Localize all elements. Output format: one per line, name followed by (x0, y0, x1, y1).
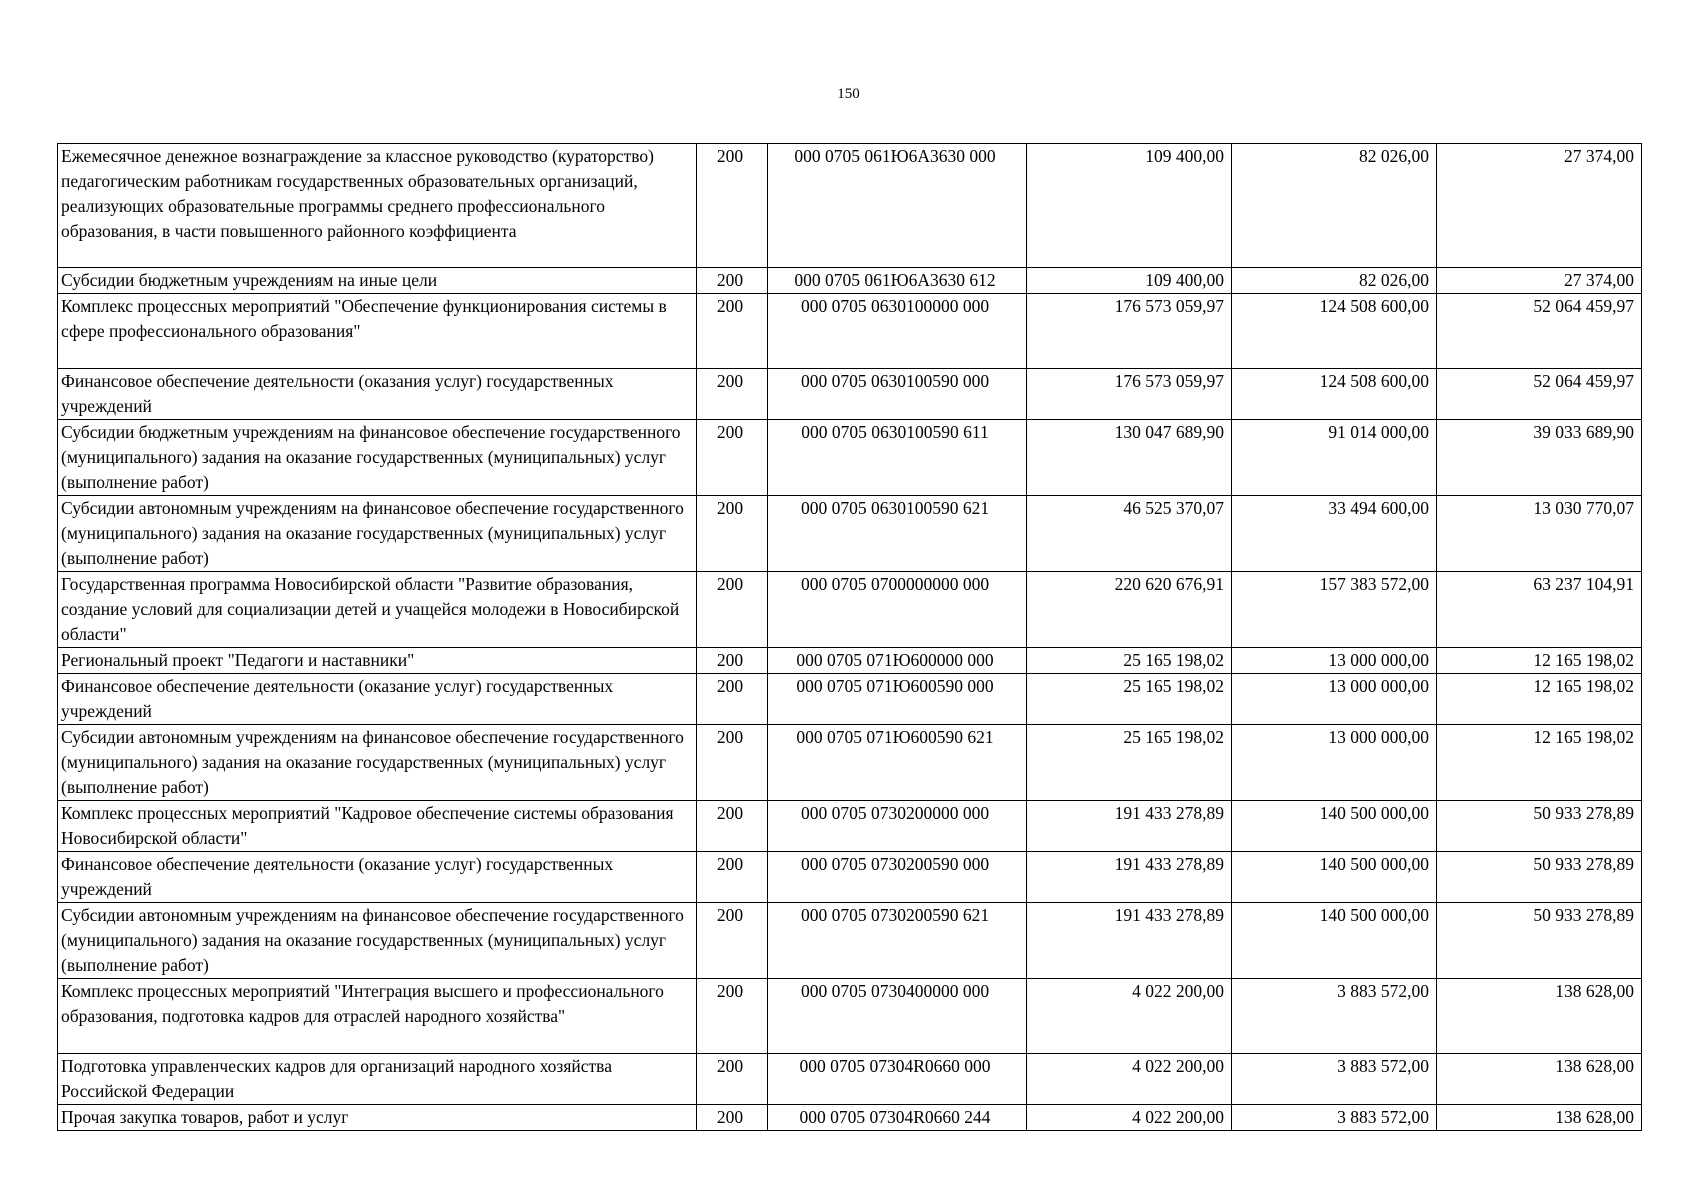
row-name-cell: Государственная программа Новосибирской области "Развитие образования, создание условий для социализации детей и учащейся молодежи в Новосибирской области" (58, 572, 697, 648)
row-budget-code-cell: 000 0705 0630100590 611 (768, 420, 1027, 496)
row-executed-cell: 13 000 000,00 (1232, 674, 1437, 725)
table-row (58, 369, 1642, 420)
row-executed-cell: 3 883 572,00 (1232, 1105, 1437, 1131)
row-remaining-cell: 50 933 278,89 (1437, 903, 1642, 979)
row-remaining-cell: 27 374,00 (1437, 144, 1642, 268)
row-name-cell: Региональный проект "Педагоги и наставники" (58, 648, 697, 674)
row-remaining-cell: 52 064 459,97 (1437, 369, 1642, 420)
row-remaining-cell: 12 165 198,02 (1437, 725, 1642, 801)
row-approved-cell: 4 022 200,00 (1027, 979, 1232, 1054)
row-admin-code-cell: 200 (697, 369, 768, 420)
table-row (58, 1054, 1642, 1105)
row-approved-cell: 176 573 059,97 (1027, 369, 1232, 420)
row-budget-code-cell: 000 0705 0700000000 000 (768, 572, 1027, 648)
row-executed-cell: 3 883 572,00 (1232, 979, 1437, 1054)
row-remaining-cell: 12 165 198,02 (1437, 674, 1642, 725)
row-remaining-cell: 27 374,00 (1437, 268, 1642, 294)
row-name-cell: Ежемесячное денежное вознаграждение за классное руководство (кураторство) педагогическим работникам государственных образовательных организаций, реализующих образовательные программы среднего профессионального образования, в части повышенного районного коэффициента (58, 144, 697, 268)
row-admin-code-cell: 200 (697, 1105, 768, 1131)
row-budget-code-cell: 000 0705 07304R0660 000 (768, 1054, 1027, 1105)
row-remaining-cell: 39 033 689,90 (1437, 420, 1642, 496)
row-name-cell: Финансовое обеспечение деятельности (оказание услуг) государственных учреждений (58, 674, 697, 725)
row-budget-code-cell: 000 0705 0630100590 621 (768, 496, 1027, 572)
row-executed-cell: 82 026,00 (1232, 268, 1437, 294)
row-name-cell: Субсидии автономным учреждениям на финансовое обеспечение государственного (муниципального) задания на оказание государственных (муниципальных) услуг (выполнение работ) (58, 496, 697, 572)
row-approved-cell: 46 525 370,07 (1027, 496, 1232, 572)
table-row (58, 144, 1642, 268)
row-budget-code-cell: 000 0705 061Ю6А3630 612 (768, 268, 1027, 294)
row-budget-code-cell: 000 0705 071Ю600590 621 (768, 725, 1027, 801)
row-budget-code-cell: 000 0705 07304R0660 244 (768, 1105, 1027, 1131)
row-name-cell: Финансовое обеспечение деятельности (оказание услуг) государственных учреждений (58, 852, 697, 903)
row-remaining-cell: 138 628,00 (1437, 1054, 1642, 1105)
row-remaining-cell: 50 933 278,89 (1437, 852, 1642, 903)
row-approved-cell: 191 433 278,89 (1027, 852, 1232, 903)
row-admin-code-cell: 200 (697, 420, 768, 496)
row-approved-cell: 25 165 198,02 (1027, 648, 1232, 674)
row-admin-code-cell: 200 (697, 725, 768, 801)
row-budget-code-cell: 000 0705 0730200000 000 (768, 801, 1027, 852)
table-row (58, 1105, 1642, 1131)
row-budget-code-cell: 000 0705 0730200590 000 (768, 852, 1027, 903)
row-approved-cell: 220 620 676,91 (1027, 572, 1232, 648)
row-admin-code-cell: 200 (697, 903, 768, 979)
table-row (58, 496, 1642, 572)
row-executed-cell: 13 000 000,00 (1232, 725, 1437, 801)
row-remaining-cell: 13 030 770,07 (1437, 496, 1642, 572)
row-name-cell: Субсидии автономным учреждениям на финансовое обеспечение государственного (муниципального) задания на оказание государственных (муниципальных) услуг (выполнение работ) (58, 903, 697, 979)
row-approved-cell: 191 433 278,89 (1027, 801, 1232, 852)
row-executed-cell: 140 500 000,00 (1232, 852, 1437, 903)
row-admin-code-cell: 200 (697, 801, 768, 852)
row-approved-cell: 109 400,00 (1027, 144, 1232, 268)
row-remaining-cell: 138 628,00 (1437, 1105, 1642, 1131)
row-executed-cell: 140 500 000,00 (1232, 903, 1437, 979)
row-approved-cell: 4 022 200,00 (1027, 1105, 1232, 1131)
row-executed-cell: 33 494 600,00 (1232, 496, 1437, 572)
row-budget-code-cell: 000 0705 061Ю6А3630 000 (768, 144, 1027, 268)
table-row (58, 648, 1642, 674)
row-name-cell: Комплекс процессных мероприятий "Интеграция высшего и профессионального образования, подготовка кадров для отраслей народного хозяйства" (58, 979, 697, 1054)
row-approved-cell: 176 573 059,97 (1027, 294, 1232, 369)
page-number: 150 (837, 86, 860, 102)
row-budget-code-cell: 000 0705 0730200590 621 (768, 903, 1027, 979)
row-budget-code-cell: 000 0705 0730400000 000 (768, 979, 1027, 1054)
row-name-cell: Финансовое обеспечение деятельности (оказания услуг) государственных учреждений (58, 369, 697, 420)
row-remaining-cell: 138 628,00 (1437, 979, 1642, 1054)
row-approved-cell: 4 022 200,00 (1027, 1054, 1232, 1105)
row-admin-code-cell: 200 (697, 648, 768, 674)
row-approved-cell: 130 047 689,90 (1027, 420, 1232, 496)
table-row (58, 801, 1642, 852)
row-admin-code-cell: 200 (697, 144, 768, 268)
row-name-cell: Субсидии бюджетным учреждениям на иные цели (58, 268, 697, 294)
table-row (58, 420, 1642, 496)
table-row (58, 979, 1642, 1054)
row-remaining-cell: 52 064 459,97 (1437, 294, 1642, 369)
row-executed-cell: 140 500 000,00 (1232, 801, 1437, 852)
row-executed-cell: 3 883 572,00 (1232, 1054, 1437, 1105)
row-budget-code-cell: 000 0705 071Ю600590 000 (768, 674, 1027, 725)
row-executed-cell: 124 508 600,00 (1232, 294, 1437, 369)
row-name-cell: Комплекс процессных мероприятий "Обеспечение функционирования системы в сфере профессионального образования" (58, 294, 697, 369)
row-name-cell: Субсидии бюджетным учреждениям на финансовое обеспечение государственного (муниципального) задания на оказание государственных (муниципальных) услуг (выполнение работ) (58, 420, 697, 496)
row-admin-code-cell: 200 (697, 852, 768, 903)
row-executed-cell: 13 000 000,00 (1232, 648, 1437, 674)
row-remaining-cell: 12 165 198,02 (1437, 648, 1642, 674)
table-row (58, 674, 1642, 725)
row-admin-code-cell: 200 (697, 1054, 768, 1105)
row-admin-code-cell: 200 (697, 572, 768, 648)
row-name-cell: Субсидии автономным учреждениям на финансовое обеспечение государственного (муниципального) задания на оказание государственных (муниципальных) услуг (выполнение работ) (58, 725, 697, 801)
row-admin-code-cell: 200 (697, 268, 768, 294)
table-row (58, 725, 1642, 801)
row-executed-cell: 82 026,00 (1232, 144, 1437, 268)
row-name-cell: Комплекс процессных мероприятий "Кадровое обеспечение системы образования Новосибирской области" (58, 801, 697, 852)
row-budget-code-cell: 000 0705 071Ю600000 000 (768, 648, 1027, 674)
row-approved-cell: 25 165 198,02 (1027, 674, 1232, 725)
row-remaining-cell: 63 237 104,91 (1437, 572, 1642, 648)
row-approved-cell: 191 433 278,89 (1027, 903, 1232, 979)
budget-execution-table (57, 143, 1642, 1131)
row-approved-cell: 109 400,00 (1027, 268, 1232, 294)
table-row (58, 852, 1642, 903)
row-name-cell: Прочая закупка товаров, работ и услуг (58, 1105, 697, 1131)
row-admin-code-cell: 200 (697, 496, 768, 572)
row-executed-cell: 91 014 000,00 (1232, 420, 1437, 496)
row-approved-cell: 25 165 198,02 (1027, 725, 1232, 801)
table-row (58, 572, 1642, 648)
row-admin-code-cell: 200 (697, 674, 768, 725)
table-row (58, 903, 1642, 979)
row-name-cell: Подготовка управленческих кадров для организаций народного хозяйства Российской Федерации (58, 1054, 697, 1105)
row-budget-code-cell: 000 0705 0630100590 000 (768, 369, 1027, 420)
table-row (58, 268, 1642, 294)
row-admin-code-cell: 200 (697, 294, 768, 369)
row-budget-code-cell: 000 0705 0630100000 000 (768, 294, 1027, 369)
row-remaining-cell: 50 933 278,89 (1437, 801, 1642, 852)
row-executed-cell: 157 383 572,00 (1232, 572, 1437, 648)
row-executed-cell: 124 508 600,00 (1232, 369, 1437, 420)
table-row (58, 294, 1642, 369)
row-admin-code-cell: 200 (697, 979, 768, 1054)
